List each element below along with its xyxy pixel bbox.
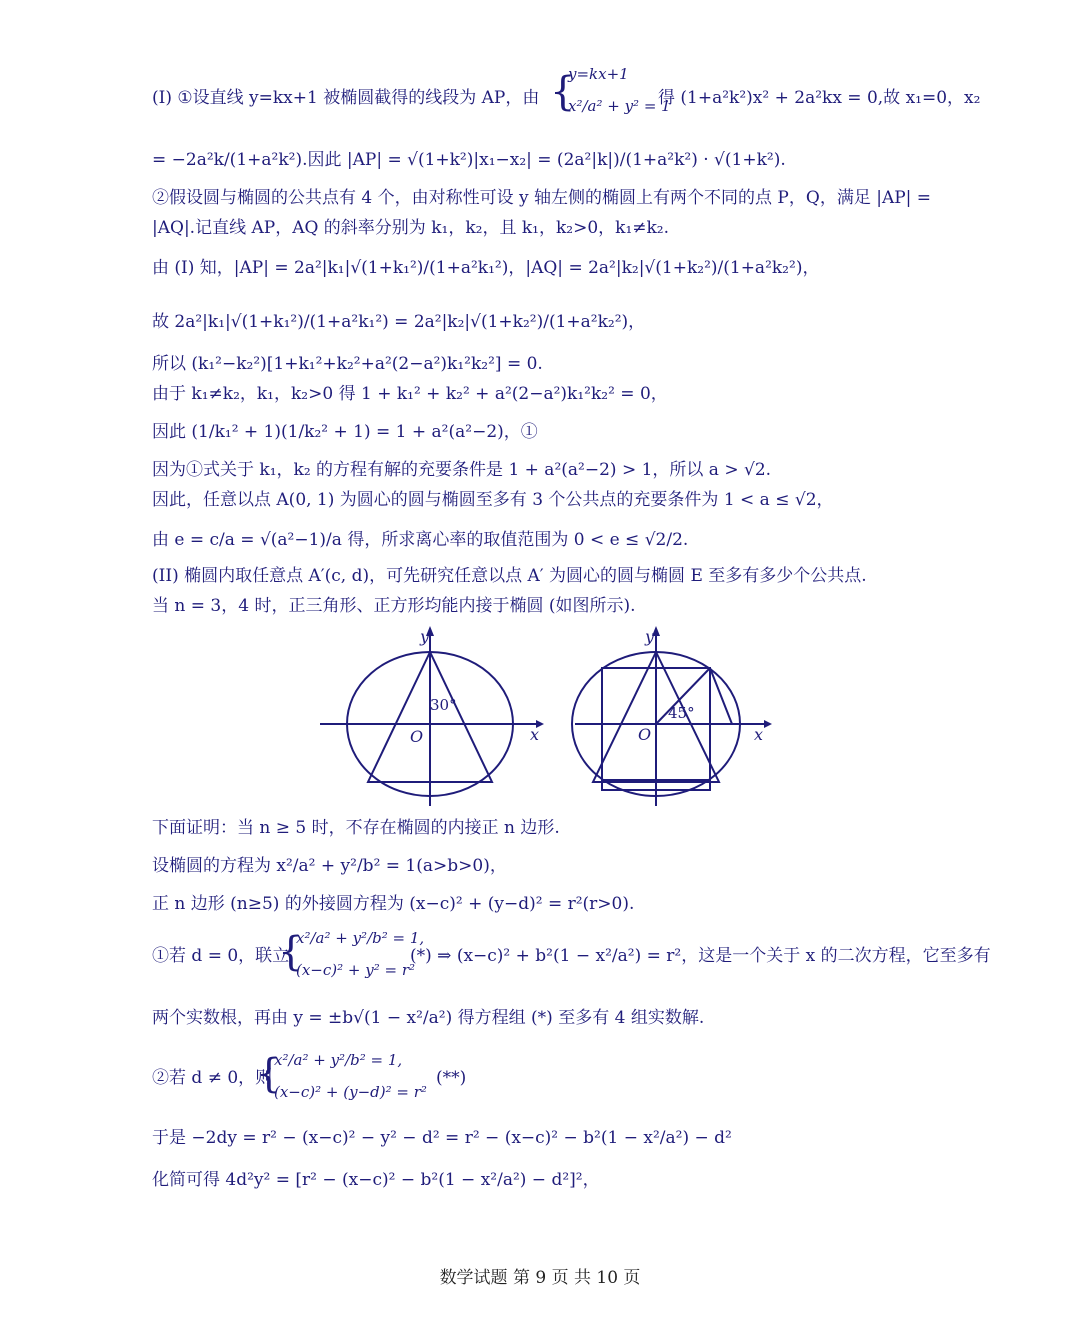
left-origin-label: O <box>410 727 424 746</box>
solution-line-21: 于是 −2dy = r² − (x−c)² − y² − d² = r² − (x−c)² − b²(1 − x²/a²) − d² <box>152 1128 732 1148</box>
solution-line-11: 因此，任意以点 A(0, 1) 为圆心的圆与椭圆至多有 3 个公共点的充要条件为 1 < a ≤ √2， <box>152 490 834 510</box>
solution-line-16: 设椭圆的方程为 x²/a² + y²/b² = 1(a>b>0)， <box>152 856 507 876</box>
line-1-prefix: (I) ①设直线 y=kx+1 被椭圆截得的线段为 AP，由 <box>152 88 540 108</box>
solution-line-22: 化简可得 4d²y² = [r² − (x−c)² − b²(1 − x²/a²) − d²]²， <box>152 1170 600 1190</box>
right-x-label: x <box>754 725 764 744</box>
solution-line-14: 当 n = 3，4 时，正三角形、正方形均能内接于椭圆 (如图所示). <box>152 596 636 616</box>
left-x-label: x <box>530 725 540 744</box>
solution-line-12: 由 e = c/a = √(a²−1)/a 得，所求离心率的取值范围为 0 < e ≤ √2/2. <box>152 530 689 550</box>
system-eq-1: y=kx+1 <box>568 65 629 83</box>
system-brace: { <box>550 69 576 115</box>
solution-line-3: ②假设圆与椭圆的公共点有 4 个，由对称性可设 y 轴左侧的椭圆上有两个不同的点 P，Q，满足 |AP| = <box>152 188 932 208</box>
system-3-eq-1: x²/a² + y²/b² = 1, <box>274 1051 403 1069</box>
right-y-label: y <box>645 627 655 646</box>
line-20-suffix: (**) <box>436 1068 467 1088</box>
right-angle-label: 45° <box>668 704 695 722</box>
right-origin-label: O <box>638 725 652 744</box>
system-2-eq-2: (x−c)² + y² = r² <box>296 961 416 979</box>
right-x-arrow <box>764 720 772 728</box>
solution-line-19: 两个实数根，再由 y = ±b√(1 − x²/a²) 得方程组 (*) 至多有 4 组实数解. <box>152 1008 705 1028</box>
left-angle-label: 30° <box>430 696 457 714</box>
solution-line-6: 故 2a²|k₁|√(1+k₁²)/(1+a²k₁²) = 2a²|k₂|√(1+k₂²)/(1+a²k₂²)， <box>152 312 646 332</box>
solution-line-2: = −2a²k/(1+a²k²).因此 |AP| = √(1+k²)|x₁−x₂| = (2a²|k|)/(1+a²k²) · √(1+k²). <box>152 150 786 170</box>
solution-line-10: 因为①式关于 k₁，k₂ 的方程有解的充要条件是 1 + a²(a²−2) > 1，所以 a > √2. <box>152 460 772 480</box>
left-y-label: y <box>420 627 430 646</box>
system-2-eq-1: x²/a² + y²/b² = 1, <box>296 929 425 947</box>
edge-line <box>710 668 732 724</box>
solution-line-17: 正 n 边形 (n≥5) 的外接圆方程为 (x−c)² + (y−d)² = r²(r>0). <box>152 894 635 914</box>
line-18-suffix: (*) ⇒ (x−c)² + b²(1 − x²/a²) = r²，这是一个关于 x 的二次方程，它至多有 <box>410 946 991 966</box>
solution-line-7: 所以 (k₁²−k₂²)[1+k₁²+k₂²+a²(2−a²)k₁²k₂²] = 0. <box>152 354 543 374</box>
solution-line-5: 由 (I) 知，|AP| = 2a²|k₁|√(1+k₁²)/(1+a²k₁²)，|AQ| = 2a²|k₂|√(1+k₂²)/(1+a²k₂²)， <box>152 258 820 278</box>
system-brace-2: { <box>278 929 304 975</box>
solution-line-8: 由于 k₁≠k₂，k₁，k₂>0 得 1 + k₁² + k₂² + a²(2−a²)k₁²k₂² = 0， <box>152 384 668 404</box>
system-eq-2: x²/a² + y² = 1 <box>568 97 671 115</box>
solution-line-9: 因此 (1/k₁² + 1)(1/k₂² + 1) = 1 + a²(a²−2)，① <box>152 422 538 442</box>
line-1-suffix: 得 (1+a²k²)x² + 2a²kx = 0,故 x₁=0，x₂ <box>658 88 981 108</box>
solution-line-15: 下面证明：当 n ≥ 5 时，不存在椭圆的内接正 n 边形. <box>152 818 560 838</box>
page-footer: 数学试题 第 9 页 共 10 页 <box>439 1268 641 1288</box>
line-20-prefix: ②若 d ≠ 0，则 <box>152 1068 273 1088</box>
line-18-prefix: ①若 d = 0，联立 <box>152 946 290 966</box>
solution-line-4: |AQ|.记直线 AP，AQ 的斜率分别为 k₁，k₂，且 k₁，k₂>0，k₁≠k₂. <box>152 218 670 238</box>
system-brace-3: { <box>256 1051 282 1097</box>
solution-line-13: (II) 椭圆内取任意点 A′(c, d)，可先研究任意以点 A′ 为圆心的圆与椭圆 E 至多有多少个公共点. <box>152 566 867 586</box>
ellipse-figure <box>300 620 780 810</box>
system-3-eq-2: (x−c)² + (y−d)² = r² <box>274 1083 427 1101</box>
